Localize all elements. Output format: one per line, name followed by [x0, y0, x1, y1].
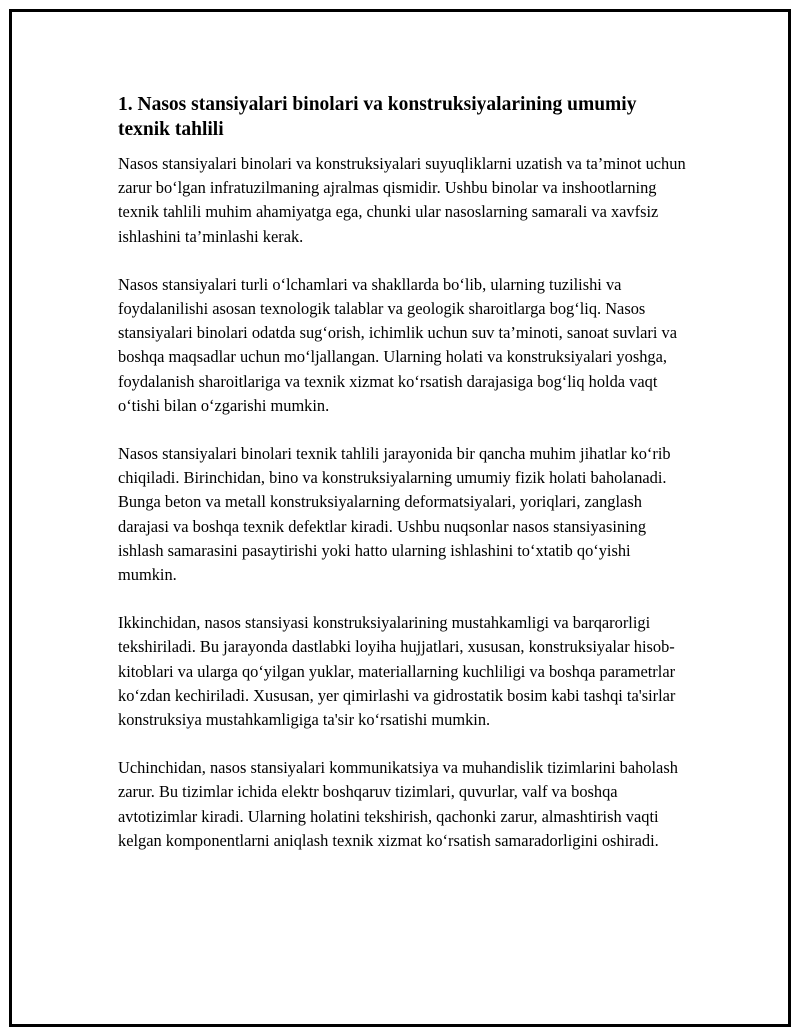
- paragraph-4: Ikkinchidan, nasos stansiyasi konstruksiyalarining mustahkamligi va barqarorligi tekshiriladi. Bu jarayonda dastlabki loyiha hujjatlari, xususan, konstruksiyalar hisob-kitoblari va ularga qo‘yilgan yuklar, materiallarning kuchliligi va boshqa parametrlar ko‘zdan kechiriladi. Xususan, yer qimirlashi va gidrostatik bosim kabi tashqi ta'sirlar konstruksiya mustahkamligiga ta'sir ko‘rsatishi mumkin.: [118, 613, 676, 730]
- paragraph-5: Uchinchidan, nasos stansiyalari kommunikatsiya va muhandislik tizimlarini baholash zarur. Bu tizimlar ichida elektr boshqaruv tizimlari, quvurlar, valf va boshqa avtotizimlar kiradi. Ularning holatini tekshirish, qachonki zarur, almashtirish vaqti kelgan komponentlarni aniqlash texnik xizmat ko‘rsatish samaradorligini oshiradi.: [118, 758, 678, 850]
- paragraph-3: Nasos stansiyalari binolari texnik tahlili jarayonida bir qancha muhim jihatlar ko‘rib chiqiladi. Birinchidan, bino va konstruksiyalarning umumiy fizik holati baholanadi. Bunga beton va metall konstruksiyalarning deformatsiyalari, yoriqlari, zanglash darajasi va boshqa texnik defektlar kiradi. Ushbu nuqsonlar nasos stansiyasining ishlash samarasini pasaytirishi yoki hatto ularning ishlashini to‘xtatib qo‘yishi mumkin.: [118, 444, 671, 585]
- paragraph-2: Nasos stansiyalari turli o‘lchamlari va shakllarda bo‘lib, ularning tuzilishi va foydalanilishi asosan texnologik talablar va geologik sharoitlarga bog‘liq. Nasos stansiyalari binolari odatda sug‘orish, ichimlik uchun suv ta’minoti, sanoat suvlari va boshqa maqsadlar uchun mo‘ljallangan. Ularning holati va konstruksiyalari yoshga, foydalanish sharoitlariga va texnik xizmat ko‘rsatish darajasiga bog‘liq holda vaqt o‘tishi bilan o‘zgarishi mumkin.: [118, 274, 677, 415]
- section-heading: 1. Nasos stansiyalari binolari va konstruksiyalarining umumiy texnik tahlili: [118, 94, 637, 140]
- paragraph-1: Nasos stansiyalari binolari va konstruksiyalari suyuqliklarni uzatish va ta’minot uchun zarur bo‘lgan infratuzilmaning ajralmas qismidir. Ushbu binolar va inshootlarning texnik tahlili muhim ahamiyatga ega, chunki ular nasoslarning samarali va xavfsiz ishlashini ta’minlashi kerak.: [118, 154, 686, 246]
- document-body: [118, 92, 690, 877]
